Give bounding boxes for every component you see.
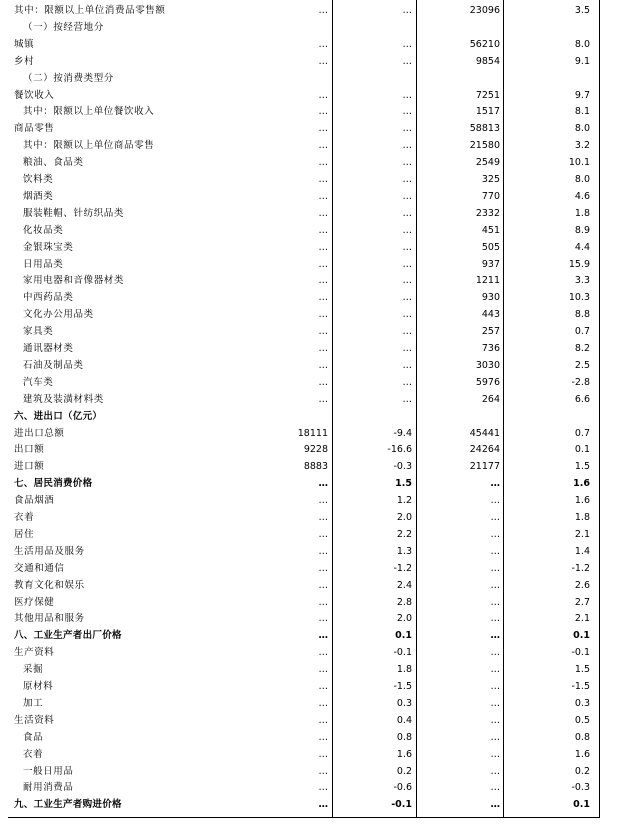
value-month: … bbox=[318, 190, 328, 202]
row-label: 食品 bbox=[23, 731, 44, 743]
row-label: 食品烟酒 bbox=[14, 495, 55, 507]
section-header-row bbox=[0, 627, 620, 644]
value-month: … bbox=[318, 224, 328, 236]
change-cumulative: 2.7 bbox=[574, 596, 590, 608]
value-cumulative: … bbox=[490, 512, 500, 523]
value-cumulative: … bbox=[490, 613, 500, 625]
row-label: 文化办公用品类 bbox=[23, 309, 94, 321]
value-cumulative: … bbox=[490, 697, 500, 709]
table-row bbox=[0, 610, 620, 627]
change-cumulative: 1.5 bbox=[574, 461, 590, 473]
row-label: 生产资料 bbox=[14, 647, 55, 659]
table-row bbox=[0, 729, 620, 746]
value-cumulative: … bbox=[490, 478, 500, 490]
value-month: … bbox=[318, 664, 328, 676]
change-month: 0.1 bbox=[395, 630, 412, 642]
value-month: … bbox=[318, 393, 328, 405]
value-cumulative: … bbox=[490, 545, 500, 557]
row-label: 服装鞋帽、针纺织品类 bbox=[23, 207, 125, 219]
table-row bbox=[0, 306, 620, 323]
change-month: … bbox=[402, 309, 412, 321]
change-month: … bbox=[402, 207, 412, 219]
row-label: 中西药品类 bbox=[23, 292, 74, 304]
value-cumulative: … bbox=[490, 748, 500, 760]
value-cumulative: 24264 bbox=[469, 444, 500, 456]
change-month: 1.3 bbox=[396, 545, 412, 557]
row-label: 进出口总额 bbox=[14, 427, 65, 439]
table-row bbox=[0, 120, 620, 137]
change-cumulative: 8.1 bbox=[574, 106, 590, 118]
change-cumulative: 1.4 bbox=[574, 545, 590, 557]
row-label: 一般日用品 bbox=[23, 765, 74, 777]
table-row bbox=[0, 19, 620, 36]
row-label: 耐用消费品 bbox=[23, 782, 74, 794]
change-month: … bbox=[402, 393, 412, 405]
table-row bbox=[0, 678, 620, 695]
table-row bbox=[0, 2, 620, 19]
change-month bbox=[330, 408, 412, 425]
value-cumulative: … bbox=[490, 630, 500, 642]
table-row bbox=[0, 103, 620, 120]
change-month: 0.3 bbox=[396, 697, 412, 709]
value-cumulative: … bbox=[490, 782, 500, 794]
change-month: -1.2 bbox=[393, 562, 412, 574]
change-month: -0.1 bbox=[393, 647, 412, 659]
change-month bbox=[330, 70, 412, 87]
value-cumulative: 451 bbox=[481, 224, 500, 236]
row-label: 采掘 bbox=[23, 664, 44, 676]
value-month: … bbox=[318, 123, 328, 135]
row-label: 其他用品和服务 bbox=[14, 613, 85, 625]
value-month: … bbox=[318, 106, 328, 118]
table-row bbox=[0, 222, 620, 239]
value-cumulative: … bbox=[490, 528, 500, 540]
value-month: … bbox=[318, 55, 328, 67]
value-cumulative: … bbox=[490, 495, 500, 507]
value-month: 8883 bbox=[303, 461, 328, 473]
change-month: … bbox=[402, 174, 412, 185]
value-month: … bbox=[318, 545, 328, 557]
change-month: 2.4 bbox=[396, 579, 412, 591]
value-cumulative: 1517 bbox=[475, 106, 500, 118]
value-cumulative: 45441 bbox=[469, 427, 500, 439]
change-cumulative: -0.3 bbox=[571, 782, 590, 794]
row-label: 商品零售 bbox=[14, 123, 55, 135]
value-cumulative: 9854 bbox=[475, 55, 500, 67]
row-label: 原材料 bbox=[23, 681, 54, 692]
change-cumulative: 3.2 bbox=[574, 140, 590, 152]
row-label: 交通和通信 bbox=[14, 562, 65, 574]
table-row bbox=[0, 357, 620, 374]
value-cumulative: 257 bbox=[481, 326, 500, 338]
change-month: … bbox=[402, 376, 412, 388]
table-row bbox=[0, 137, 620, 154]
row-label: 金银珠宝类 bbox=[23, 241, 74, 253]
row-label: （二）按消费类型分 bbox=[23, 72, 114, 84]
change-cumulative: 8.0 bbox=[574, 174, 590, 185]
change-cumulative bbox=[502, 19, 590, 36]
row-label: 衣着 bbox=[14, 512, 35, 523]
value-cumulative: 21177 bbox=[469, 461, 500, 473]
change-cumulative: 1.6 bbox=[574, 748, 590, 760]
value-month: 18111 bbox=[297, 427, 328, 439]
change-cumulative: 8.2 bbox=[574, 343, 590, 354]
row-label: 化妆品类 bbox=[23, 224, 64, 236]
change-cumulative: 2.1 bbox=[574, 528, 590, 540]
value-month: … bbox=[318, 241, 328, 253]
change-cumulative: 0.8 bbox=[574, 731, 590, 743]
value-month: … bbox=[318, 748, 328, 760]
value-month: … bbox=[318, 681, 328, 692]
value-month bbox=[230, 70, 328, 87]
table-row bbox=[0, 577, 620, 594]
row-label: 建筑及装潢材料类 bbox=[23, 393, 104, 405]
change-cumulative: 8.0 bbox=[574, 123, 590, 135]
change-month: 2.0 bbox=[396, 512, 412, 523]
row-label: 餐饮收入 bbox=[14, 89, 55, 101]
row-label: 居住 bbox=[14, 528, 35, 540]
row-label: 教育文化和娱乐 bbox=[14, 579, 85, 591]
table-row bbox=[0, 256, 620, 273]
value-month: … bbox=[318, 376, 328, 388]
table-row bbox=[0, 374, 620, 391]
change-cumulative: 0.1 bbox=[573, 630, 590, 642]
row-label: 家具类 bbox=[23, 326, 54, 338]
change-month: -16.6 bbox=[387, 444, 412, 456]
value-month: … bbox=[318, 359, 328, 371]
value-cumulative: 1211 bbox=[475, 275, 500, 287]
table-row bbox=[0, 509, 620, 526]
table-row bbox=[0, 712, 620, 729]
value-month bbox=[230, 408, 328, 425]
change-cumulative: 0.3 bbox=[574, 697, 590, 709]
change-cumulative: 3.3 bbox=[574, 275, 590, 287]
change-month: 2.8 bbox=[396, 596, 412, 608]
value-month: … bbox=[318, 613, 328, 625]
value-cumulative: … bbox=[490, 647, 500, 659]
row-label: 六、进出口（亿元） bbox=[14, 410, 103, 422]
change-cumulative: 8.9 bbox=[574, 224, 590, 236]
row-label: 其中：限额以上单位消费品零售额 bbox=[14, 5, 166, 16]
value-cumulative: … bbox=[490, 596, 500, 608]
value-month: … bbox=[318, 174, 328, 185]
value-cumulative: 5976 bbox=[475, 376, 500, 388]
change-cumulative: 1.8 bbox=[574, 207, 590, 219]
row-label: 进口额 bbox=[14, 461, 45, 473]
value-cumulative: … bbox=[490, 664, 500, 676]
change-month: 1.5 bbox=[395, 478, 412, 490]
row-label: 通讯器材类 bbox=[23, 343, 74, 354]
value-cumulative: 505 bbox=[481, 241, 500, 253]
change-month: … bbox=[402, 190, 412, 202]
change-month: … bbox=[402, 106, 412, 118]
value-month: … bbox=[318, 292, 328, 304]
value-month: … bbox=[318, 765, 328, 777]
change-cumulative: 0.1 bbox=[574, 444, 590, 456]
table-row bbox=[0, 289, 620, 306]
value-cumulative bbox=[416, 408, 500, 425]
value-cumulative bbox=[416, 70, 500, 87]
value-month: … bbox=[318, 89, 328, 101]
change-cumulative: 2.5 bbox=[574, 359, 590, 371]
change-month: … bbox=[402, 38, 412, 50]
change-cumulative: 1.8 bbox=[574, 512, 590, 523]
value-cumulative: … bbox=[490, 562, 500, 574]
row-label: 九、工业生产者购进价格 bbox=[14, 799, 122, 811]
change-month: 1.8 bbox=[396, 664, 412, 676]
change-cumulative: 8.8 bbox=[574, 309, 590, 321]
value-cumulative: 443 bbox=[481, 309, 500, 321]
section-header-row bbox=[0, 408, 620, 425]
change-month: … bbox=[402, 55, 412, 67]
value-month: … bbox=[318, 309, 328, 321]
value-cumulative: … bbox=[490, 681, 500, 692]
change-month: -1.5 bbox=[393, 681, 412, 692]
row-label: 石油及制品类 bbox=[23, 359, 84, 371]
value-cumulative: 736 bbox=[481, 343, 500, 354]
change-cumulative: 0.5 bbox=[574, 714, 590, 726]
change-month: 0.4 bbox=[396, 714, 412, 726]
table-row bbox=[0, 188, 620, 205]
change-month: 2.2 bbox=[396, 528, 412, 540]
change-month: … bbox=[402, 326, 412, 338]
table-row bbox=[0, 70, 620, 87]
change-cumulative: 4.6 bbox=[574, 190, 590, 202]
value-month: … bbox=[318, 343, 328, 354]
row-label: 乡村 bbox=[14, 55, 35, 67]
change-cumulative: -0.1 bbox=[571, 647, 590, 659]
change-month: 2.0 bbox=[396, 613, 412, 625]
change-cumulative: 6.6 bbox=[574, 393, 590, 405]
value-month: … bbox=[318, 157, 328, 169]
table-row bbox=[0, 391, 620, 408]
value-month: … bbox=[318, 714, 328, 726]
row-label: 生活用品及服务 bbox=[14, 545, 85, 557]
table-row bbox=[0, 458, 620, 475]
change-month: … bbox=[402, 5, 412, 16]
change-cumulative: 1.5 bbox=[574, 664, 590, 676]
value-cumulative: 325 bbox=[481, 174, 500, 185]
change-month: 0.8 bbox=[396, 731, 412, 743]
value-cumulative: 2332 bbox=[475, 207, 500, 219]
row-label: 汽车类 bbox=[23, 376, 54, 388]
change-cumulative: 10.1 bbox=[568, 157, 590, 169]
change-cumulative: 0.7 bbox=[574, 326, 590, 338]
value-cumulative: … bbox=[490, 731, 500, 743]
table-row bbox=[0, 239, 620, 256]
change-month: … bbox=[402, 359, 412, 371]
value-month: … bbox=[318, 697, 328, 709]
table-row bbox=[0, 205, 620, 222]
value-cumulative: … bbox=[490, 765, 500, 777]
table-row bbox=[0, 53, 620, 70]
change-cumulative: 9.7 bbox=[574, 89, 590, 101]
table-row bbox=[0, 661, 620, 678]
row-label: 粮油、食品类 bbox=[23, 157, 84, 169]
row-label: 出口额 bbox=[14, 444, 45, 456]
change-cumulative: 15.9 bbox=[568, 258, 590, 270]
row-label: 医疗保健 bbox=[14, 596, 55, 608]
value-cumulative: 264 bbox=[481, 393, 500, 405]
value-month: … bbox=[318, 495, 328, 507]
value-month: … bbox=[318, 512, 328, 523]
table-row bbox=[0, 779, 620, 796]
change-cumulative bbox=[502, 70, 590, 87]
value-month: … bbox=[318, 478, 328, 490]
change-month: … bbox=[402, 89, 412, 101]
table-row bbox=[0, 746, 620, 763]
change-cumulative: 2.1 bbox=[574, 613, 590, 625]
value-cumulative: … bbox=[490, 799, 500, 811]
change-cumulative: 0.1 bbox=[573, 799, 590, 811]
row-label: 家用电器和音像器材类 bbox=[23, 275, 125, 287]
value-cumulative: 21580 bbox=[469, 140, 500, 152]
value-month: … bbox=[318, 731, 328, 743]
row-label: 其中：限额以上单位餐饮收入 bbox=[23, 106, 155, 118]
table-row bbox=[0, 644, 620, 661]
value-cumulative: 2549 bbox=[475, 157, 500, 169]
row-label: 衣着 bbox=[23, 748, 44, 760]
table-row bbox=[0, 695, 620, 712]
change-month: 1.6 bbox=[396, 748, 412, 760]
change-month: … bbox=[402, 258, 412, 270]
value-cumulative: 56210 bbox=[469, 38, 500, 50]
value-month: … bbox=[318, 5, 328, 16]
value-month: … bbox=[318, 528, 328, 540]
value-cumulative: 770 bbox=[481, 190, 500, 202]
change-month: … bbox=[402, 157, 412, 169]
change-month: … bbox=[402, 224, 412, 236]
value-cumulative: 58813 bbox=[469, 123, 500, 135]
table-row bbox=[0, 594, 620, 611]
table-row bbox=[0, 272, 620, 289]
table-row bbox=[0, 441, 620, 458]
change-cumulative: 2.6 bbox=[574, 579, 590, 591]
change-cumulative: -1.5 bbox=[571, 681, 590, 692]
table-row bbox=[0, 526, 620, 543]
value-month: … bbox=[318, 207, 328, 219]
change-cumulative: 10.3 bbox=[568, 292, 590, 304]
row-label: 烟酒类 bbox=[23, 190, 54, 202]
change-cumulative bbox=[502, 408, 590, 425]
change-cumulative: 3.5 bbox=[574, 5, 590, 16]
table-row bbox=[0, 323, 620, 340]
change-month: … bbox=[402, 140, 412, 152]
value-cumulative bbox=[416, 19, 500, 36]
value-month: … bbox=[318, 799, 328, 811]
change-cumulative: 1.6 bbox=[573, 478, 590, 490]
change-month: … bbox=[402, 275, 412, 287]
value-month: … bbox=[318, 38, 328, 50]
change-cumulative: 0.2 bbox=[574, 765, 590, 777]
change-month: -0.3 bbox=[393, 461, 412, 473]
value-month: … bbox=[318, 562, 328, 574]
value-cumulative: 930 bbox=[481, 292, 500, 304]
change-month: … bbox=[402, 123, 412, 135]
change-month: … bbox=[402, 343, 412, 354]
value-cumulative: 23096 bbox=[469, 5, 500, 16]
row-label: 加工 bbox=[23, 697, 44, 709]
table-row bbox=[0, 492, 620, 509]
value-cumulative: … bbox=[490, 579, 500, 591]
value-month: … bbox=[318, 630, 328, 642]
change-cumulative: 0.7 bbox=[574, 427, 590, 439]
table-row bbox=[0, 154, 620, 171]
value-month: … bbox=[318, 782, 328, 794]
change-month: 0.2 bbox=[396, 765, 412, 777]
change-cumulative: 8.0 bbox=[574, 38, 590, 50]
change-month: -0.1 bbox=[391, 799, 412, 811]
section-header-row bbox=[0, 475, 620, 492]
value-cumulative: … bbox=[490, 714, 500, 726]
row-label: 八、工业生产者出厂价格 bbox=[14, 630, 122, 642]
row-label: 其中：限额以上单位商品零售 bbox=[23, 140, 155, 152]
row-label: 饮料类 bbox=[23, 174, 54, 185]
table-row bbox=[0, 560, 620, 577]
change-month: … bbox=[402, 292, 412, 304]
table-row bbox=[0, 425, 620, 442]
table-row bbox=[0, 87, 620, 104]
change-month: -9.4 bbox=[393, 427, 412, 439]
value-cumulative: 7251 bbox=[475, 89, 500, 101]
table-row bbox=[0, 763, 620, 780]
value-month: … bbox=[318, 579, 328, 591]
value-month bbox=[230, 19, 328, 36]
change-cumulative: -1.2 bbox=[571, 562, 590, 574]
value-cumulative: 3030 bbox=[475, 359, 500, 371]
row-label: （一）按经营地分 bbox=[23, 21, 104, 33]
value-month: … bbox=[318, 647, 328, 659]
table-row bbox=[0, 340, 620, 357]
change-month bbox=[330, 19, 412, 36]
value-month: … bbox=[318, 596, 328, 608]
table-bottom-border bbox=[8, 817, 600, 818]
change-cumulative: 1.6 bbox=[574, 495, 590, 507]
change-cumulative: -2.8 bbox=[571, 376, 590, 388]
change-month: -0.6 bbox=[393, 782, 412, 794]
value-month: … bbox=[318, 275, 328, 287]
change-month: … bbox=[402, 241, 412, 253]
section-header-row bbox=[0, 796, 620, 813]
table-row bbox=[0, 171, 620, 188]
change-cumulative: 9.1 bbox=[574, 55, 590, 67]
value-month: … bbox=[318, 140, 328, 152]
table-row bbox=[0, 543, 620, 560]
row-label: 七、居民消费价格 bbox=[14, 478, 93, 490]
value-month: … bbox=[318, 258, 328, 270]
table-row bbox=[0, 36, 620, 53]
value-cumulative: 937 bbox=[481, 258, 500, 270]
value-month: … bbox=[318, 326, 328, 338]
row-label: 日用品类 bbox=[23, 258, 64, 270]
row-label: 生活资料 bbox=[14, 714, 55, 726]
change-cumulative: 4.4 bbox=[574, 241, 590, 253]
value-month: 9228 bbox=[303, 444, 328, 456]
row-label: 城镇 bbox=[14, 38, 35, 50]
change-month: 1.2 bbox=[396, 495, 412, 507]
